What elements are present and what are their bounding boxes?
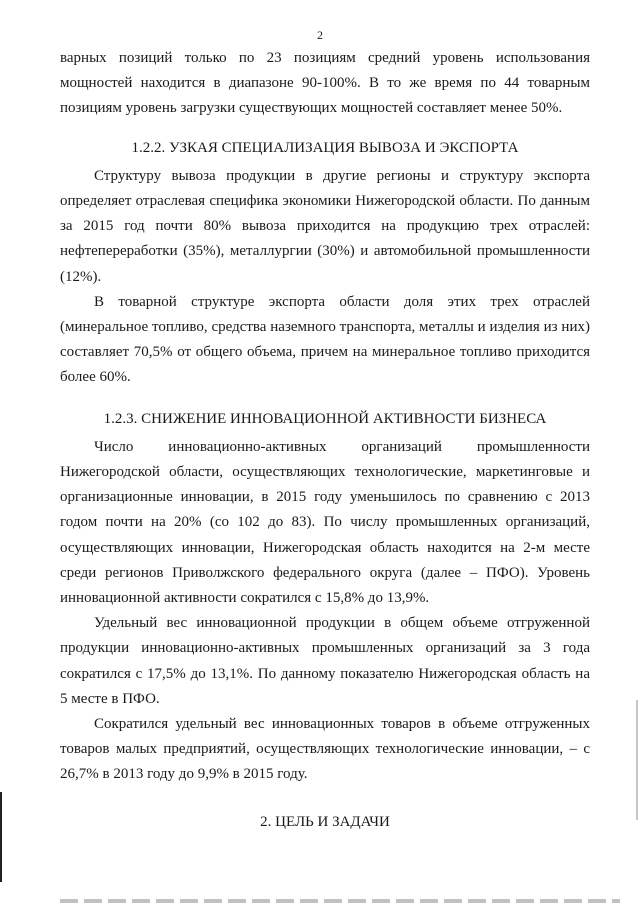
scan-bottom-bleed [60, 899, 620, 903]
section-heading-1-2-2: 1.2.2. УЗКАЯ СПЕЦИАЛИЗАЦИЯ ВЫВОЗА И ЭКСПОРТА [131, 139, 519, 156]
section-heading-1-2-3: 1.2.3. СНИЖЕНИЕ ИННОВАЦИОННОЙ АКТИВНОСТИ БИЗНЕСА [103, 410, 547, 427]
paragraph-export-structure: Структуру вывоза продукции в другие регионы и структуру экспорта определяет отраслевая специфика экономики Нижегородской области. По данным за 2015 год почти 80% вывоза приходится на продукцию трех отраслей: нефтепереработки (35%), металлургии (30%) и автомобильной промышленности (12%). [60, 167, 590, 285]
paragraph-innovation-count: Число инновационно-активных организаций промышленности Нижегородской области, осуществляющих технологические, маркетинговые и организационные инновации, в 2015 году уменьшилось по сравнению с 2013 годом почти на 20% (со 102 до 83). По числу промышленных организаций, осуществляющих инновации, Нижегородская область находится на 2-м месте среди регионов Приволжского федерального округа (далее – ПФО). Уровень инновационной активности сократился с 15,8% до 13,9%. [60, 438, 590, 607]
section-heading-2: 2. ЦЕЛЬ И ЗАДАЧИ [260, 813, 390, 830]
paragraph-small-business: Сократился удельный вес инновационных товаров в объеме отгруженных товаров малых предприятий, осуществляющих технологические инновации, – с 26,7% в 2013 году до 9,9% в 2015 году. [60, 716, 590, 783]
scan-edge-mark [636, 700, 638, 820]
paragraph-continued: варных позиций только по 23 позициям средний уровень использования мощностей находится в диапазоне 90-100%. В то же время по 44 товарным позициям уровень загрузки существующих мощностей составляет менее 50%. [60, 50, 590, 117]
paragraph-export-share: В товарной структуре экспорта области доля этих трех отраслей (минеральное топливо, средства наземного транспорта, металлы и изделия из них) составляет 70,5% от общего объема, причем на минеральное топливо приходится более 60%. [60, 293, 590, 386]
document-body [60, 46, 590, 835]
paragraph-innovation-share: Удельный вес инновационной продукции в общем объеме отгруженной продукции инновационно-активных промышленных организаций за 3 года сократился с 17,5% до 13,1%. По данному показателю Нижегородская область на 5 месте в ПФО. [60, 615, 590, 707]
page-number: 2 [317, 28, 323, 42]
scan-edge-mark [0, 792, 2, 882]
